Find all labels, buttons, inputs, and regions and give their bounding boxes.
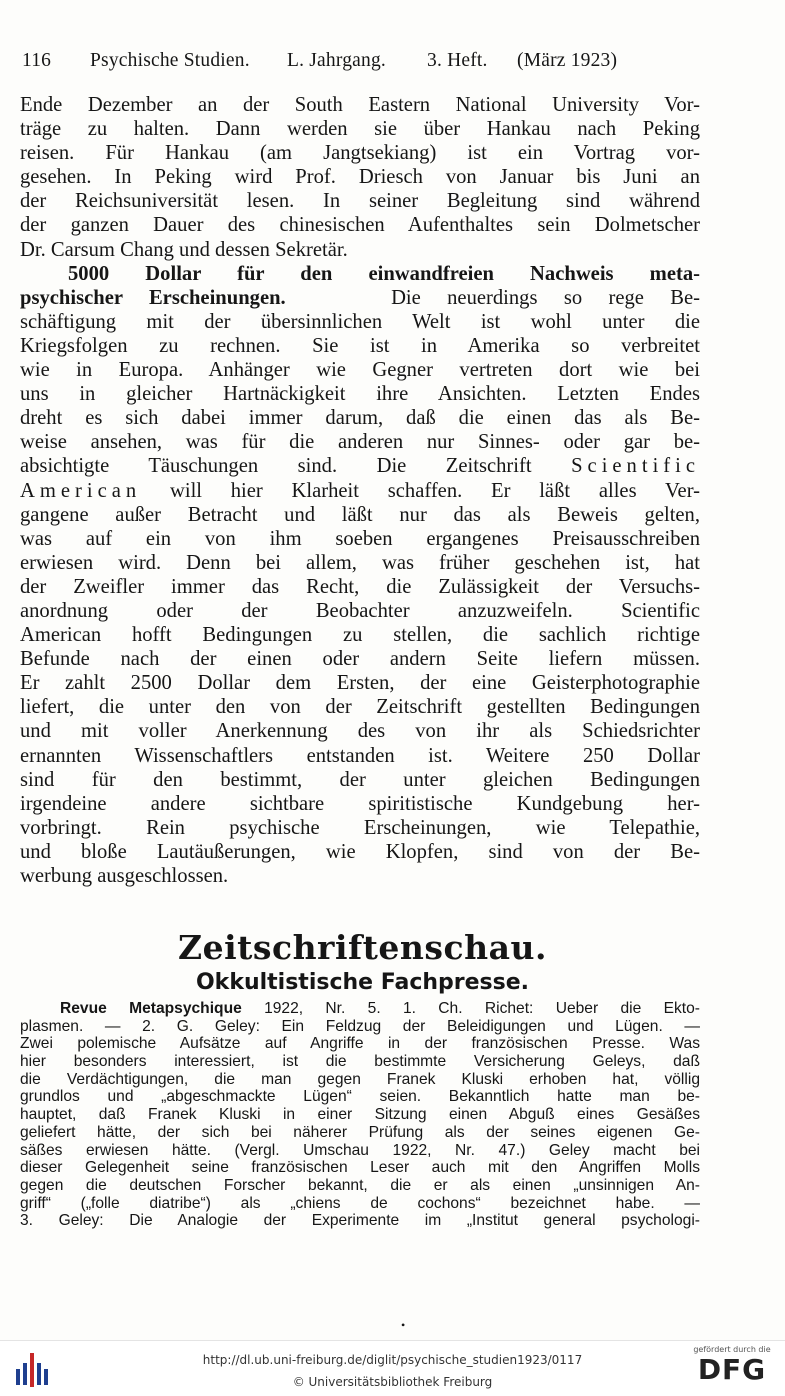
- section-subheading: Okkultistische Fachpresse.: [195, 970, 530, 995]
- text-line: irgendeine andere sichtbare spiritistische Kundgebung her-: [20, 792, 700, 815]
- text-line: grundlos und „abgeschmackte Lügen“ seien. Bekanntlich hatte man be-: [20, 1088, 700, 1106]
- text-line: Dr. Carsum Chang und dessen Sekretär.: [20, 238, 348, 261]
- text-line: Er zahlt 2500 Dollar dem Ersten, der eine Geisterphotographie: [20, 672, 700, 695]
- section-heading: Zeitschriftenschau.: [178, 928, 547, 967]
- issue-date: (März 1923): [517, 50, 618, 71]
- text-line: erwiesen wird. Denn bei allem, was früher geschehen ist, hat: [20, 551, 700, 574]
- text-line: werbung ausgeschlossen.: [20, 865, 229, 887]
- text-line: Ende Dezember an der South Eastern National University Vor-: [20, 94, 700, 116]
- review-body: [20, 1000, 700, 1230]
- text-line: hauptet, daß Franek Kluski in einer Sitzung einen Abguß eines Gesäßes: [20, 1106, 700, 1124]
- text-line: wie in Europa. Anhänger wie Gegner vertreten dort wie bei: [20, 359, 700, 382]
- text-line: [20, 286, 700, 310]
- dfg-caption: gefördert durch die: [693, 1345, 771, 1354]
- copyright-notice: © Universitätsbibliothek Freiburg: [292, 1375, 493, 1389]
- text-fragment: will hier Klarheit schaffen. Er läßt alles Ver-: [169, 479, 700, 502]
- text-line: der ganzen Dauer des chinesischen Aufenthaltes sein Dolmetscher: [20, 214, 700, 237]
- page-number: 116: [22, 50, 52, 71]
- text-line: anordnung oder der Beobachter anzuzweifeln. Scientific: [20, 599, 700, 622]
- text-line: American hofft Bedingungen zu stellen, die sachlich richtige: [20, 624, 700, 647]
- text-line: [20, 454, 700, 478]
- dfg-logo: [689, 1345, 775, 1393]
- text-line: und bloße Lautäußerungen, wie Klopfen, sind von der Be-: [20, 840, 700, 863]
- text-line: dreht es sich dabei immer darum, daß die einen das als Be-: [20, 407, 700, 430]
- text-line: sind für den bestimmt, der unter gleichen Bedingungen: [20, 768, 700, 791]
- news-title-end: psychischer Erscheinungen.: [20, 286, 286, 309]
- source-url-link[interactable]: http://dl.ub.uni-freiburg.de/diglit/psychische_studien1923/0117: [202, 1353, 583, 1367]
- journal-title: Psychische Studien.: [90, 50, 250, 71]
- text-line: weise ansehen, was für die anderen nur Sinnes- oder gar be-: [20, 431, 700, 454]
- text-line: gesehen. In Peking wird Prof. Driesch von Januar bis Juni an: [20, 166, 700, 189]
- magazine-name: Scientific: [571, 455, 701, 478]
- text-line: gangene außer Betracht und läßt nur das als Beweis gelten,: [20, 503, 700, 526]
- text-line: gegen die deutschen Forscher bekannt, die er als einen „unsinnigen An-: [20, 1176, 700, 1194]
- text-line: dieser Gelegenheit seine französischen Leser auch mit den Angriffen Molls: [20, 1159, 700, 1177]
- text-line: ernannten Wissenschaftlers entstanden ist. Weitere 250 Dollar: [20, 744, 700, 767]
- article-body: [20, 93, 700, 888]
- viewer-footer: [0, 1340, 785, 1396]
- volume-label: L. Jahrgang.: [287, 50, 386, 71]
- text-fragment: Die neuerdings so rege Be-: [391, 286, 701, 309]
- text-line: schäftigung mit der übersinnlichen Welt ist wohl unter die: [20, 310, 700, 333]
- text-line: was auf ein von ihm soeben ergangenes Preisausschreiben: [20, 527, 700, 550]
- running-header: [22, 50, 642, 76]
- news-title: 5000 Dollar für den einwandfreien Nachweis meta-: [68, 262, 700, 285]
- text-line: Zwei polemische Aufsätze auf Angriffe in der französischen Presse. Was: [20, 1035, 700, 1053]
- text-line: uns in gleicher Hartnäckigkeit ihre Ansichten. Letzten Endes: [20, 383, 700, 406]
- magazine-name: American: [20, 479, 142, 502]
- page-dot: •: [401, 1318, 406, 1332]
- text-line: der Zweifler immer das Recht, die Zulässigkeit der Versuchs-: [20, 575, 700, 598]
- text-line: träge zu halten. Dann werden sie über Hankau nach Peking: [20, 118, 700, 141]
- text-line: vorbringt. Rein psychische Erscheinungen, wie Telepathie,: [20, 816, 700, 839]
- text-line: Kriegsfolgen zu rechnen. Sie ist in Amerika so verbreitet: [20, 334, 700, 357]
- text-line: und mit voller Anerkennung des von ihr als Schiedsrichter: [20, 720, 700, 743]
- review-journal-name: Revue Metapsychique: [60, 1000, 242, 1017]
- text-line: der Reichsuniversität lesen. In seiner Begleitung sind während: [20, 190, 700, 213]
- issue-label: 3. Heft.: [427, 50, 488, 71]
- text-line: [20, 479, 700, 503]
- text-line: hier besonders interessiert, ist die bestimmte Versicherung Geleys, daß: [20, 1053, 700, 1071]
- text-line: [20, 1000, 700, 1018]
- text-line: geliefert hätte, der sich bei näherer Prüfung als der seines eigenen Ge-: [20, 1123, 700, 1141]
- text-line: die Verdächtigungen, die man gegen Franek Kluski erhoben hat, völlig: [20, 1070, 700, 1088]
- text-line: 3. Geley: Die Analogie der Experimente im „Institut general psychologi-: [20, 1212, 700, 1230]
- text-line: Befunde nach der einen oder andern Seite liefern müssen.: [20, 648, 700, 671]
- text-line: griff“ („folle diatribe“) als „chiens de cochons“ bezeichnet habe. —: [20, 1194, 700, 1212]
- text-line: plasmen. — 2. G. Geley: Ein Feldzug der Beleidigungen und Lügen. —: [20, 1017, 700, 1035]
- text-line: liefert, die unter den von der Zeitschrift gestellten Bedingungen: [20, 696, 700, 719]
- text-fragment: absichtigte Täuschungen sind. Die Zeitschrift: [20, 455, 532, 478]
- text-line: säßes erwiesen hätte. (Vergl. Umschau 1922, Nr. 47.) Geley macht bei: [20, 1141, 700, 1159]
- text-line: reisen. Für Hankau (am Jangtsekiang) ist ein Vortrag vor-: [20, 142, 700, 165]
- dfg-wordmark: DFG: [697, 1353, 767, 1386]
- text-fragment: 1922, Nr. 5. 1. Ch. Richet: Ueber die Ekto-: [264, 1000, 700, 1017]
